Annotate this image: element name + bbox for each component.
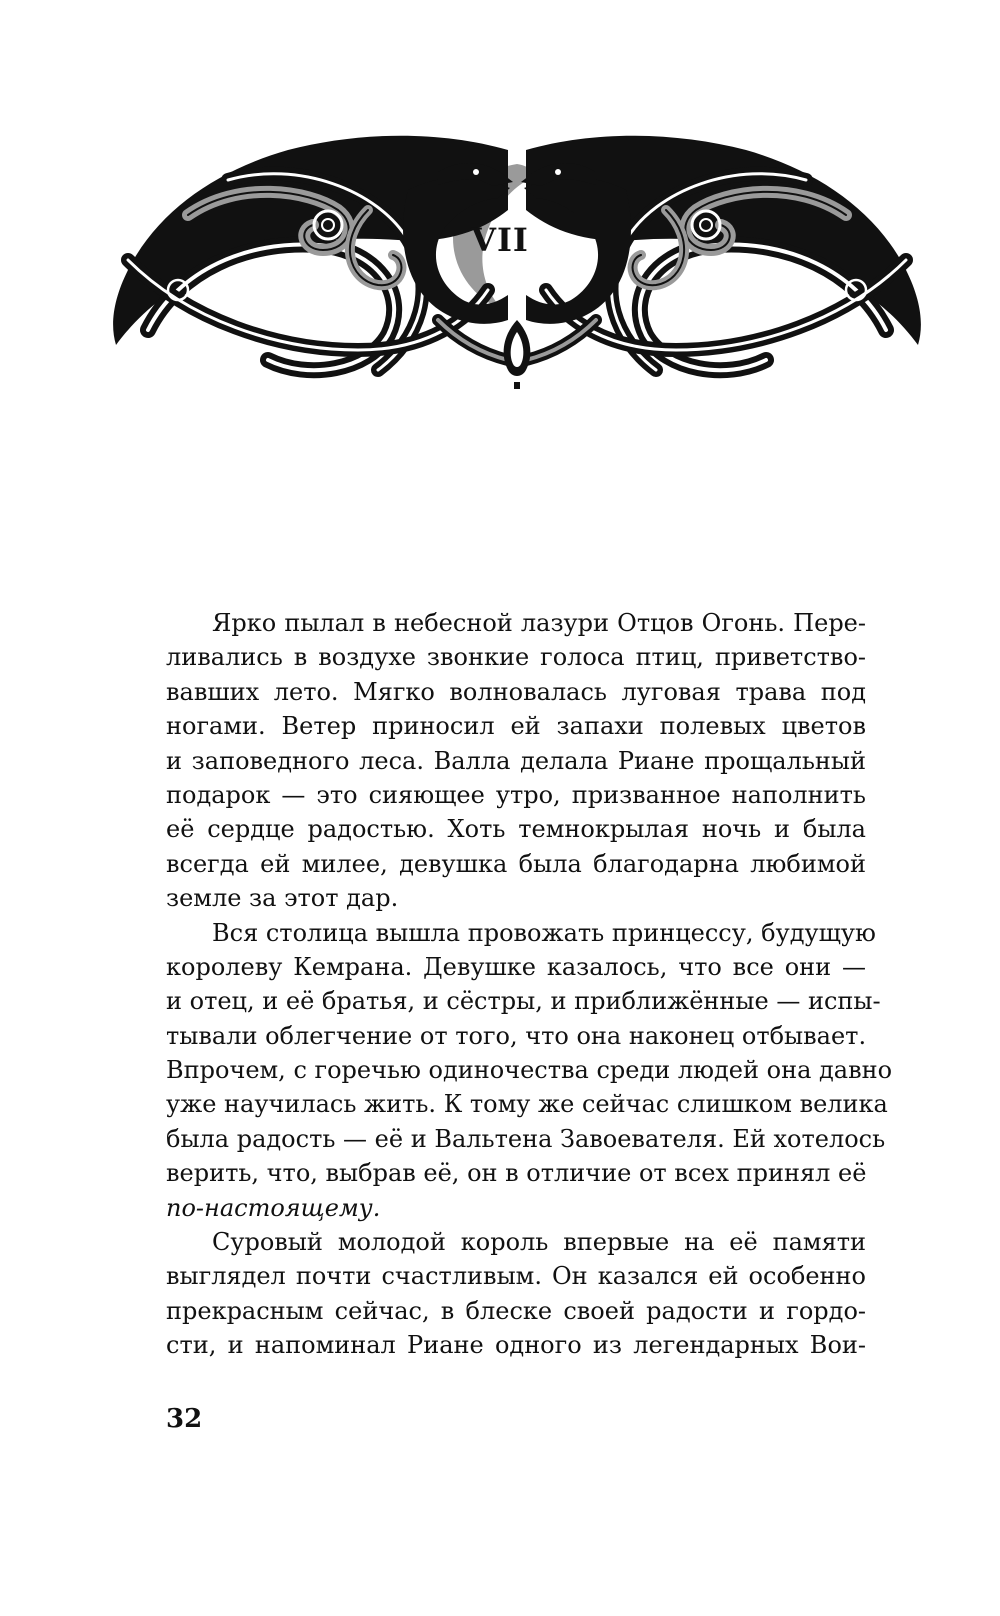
text-line: выглядел почти счастливым. Он казался ей особенно: [166, 1262, 866, 1291]
text-line: и заповедного леса. Валла делала Риане прощальный: [166, 746, 866, 775]
text-line: и отец, и её братья, и сёстры, и приближённые — испы-: [166, 987, 881, 1016]
text-line: Ярко пылал в небесной лазури Отцов Огонь. Пере-: [212, 609, 866, 637]
page-number: 32: [166, 1404, 203, 1434]
text-line: Суровый молодой король впервые на её памяти: [212, 1228, 866, 1257]
text-line: Впрочем, с горечью одиночества среди людей она давно: [166, 1056, 893, 1085]
chapter-number: VII: [471, 221, 529, 259]
text-line: всегда ей милее, девушка была благодарна любимой: [166, 849, 866, 878]
text-line-italic: по-настоящему.: [166, 1193, 381, 1222]
text-line: Вся столица вышла провожать принцессу, будущую: [212, 918, 876, 947]
text-line: тывали облегчение от того, что она наконец отбывает.: [166, 1021, 867, 1050]
paragraph: [166, 1225, 866, 1363]
text-line: уже научилась жить. К тому же сейчас слишком велика: [166, 1090, 888, 1119]
text-line: королеву Кемрана. Девушке казалось, что все они —: [166, 952, 866, 981]
text-line: сти, и напоминал Риане одного из легендарных Вои-: [166, 1331, 866, 1360]
text-line: ногами. Ветер приносил ей запахи полевых цветов: [166, 712, 866, 741]
text-line: верить, что, выбрав её, он в отличие от всех принял её: [166, 1159, 867, 1188]
text-line: была радость — её и Вальтена Завоевателя. Ей хотелось: [166, 1124, 886, 1153]
paragraph: [166, 606, 866, 916]
text-line: прекрасным сейчас, в блеске своей радости и гордо-: [166, 1296, 866, 1325]
body-text: [166, 606, 893, 1363]
text-line: подарок — это сияющее утро, призванное наполнить: [166, 780, 866, 809]
chapter-ornament: [108, 120, 926, 398]
text-line: земле за этот дар.: [166, 884, 399, 913]
text-line: вавших лето. Мягко волновалась луговая трава под: [166, 677, 866, 706]
text-line: ливались в воздухе звонкие голоса птиц, приветство-: [166, 643, 866, 672]
text-line: её сердце радостью. Хоть темнокрылая ночь и была: [166, 815, 866, 844]
paragraph: [166, 916, 893, 1226]
